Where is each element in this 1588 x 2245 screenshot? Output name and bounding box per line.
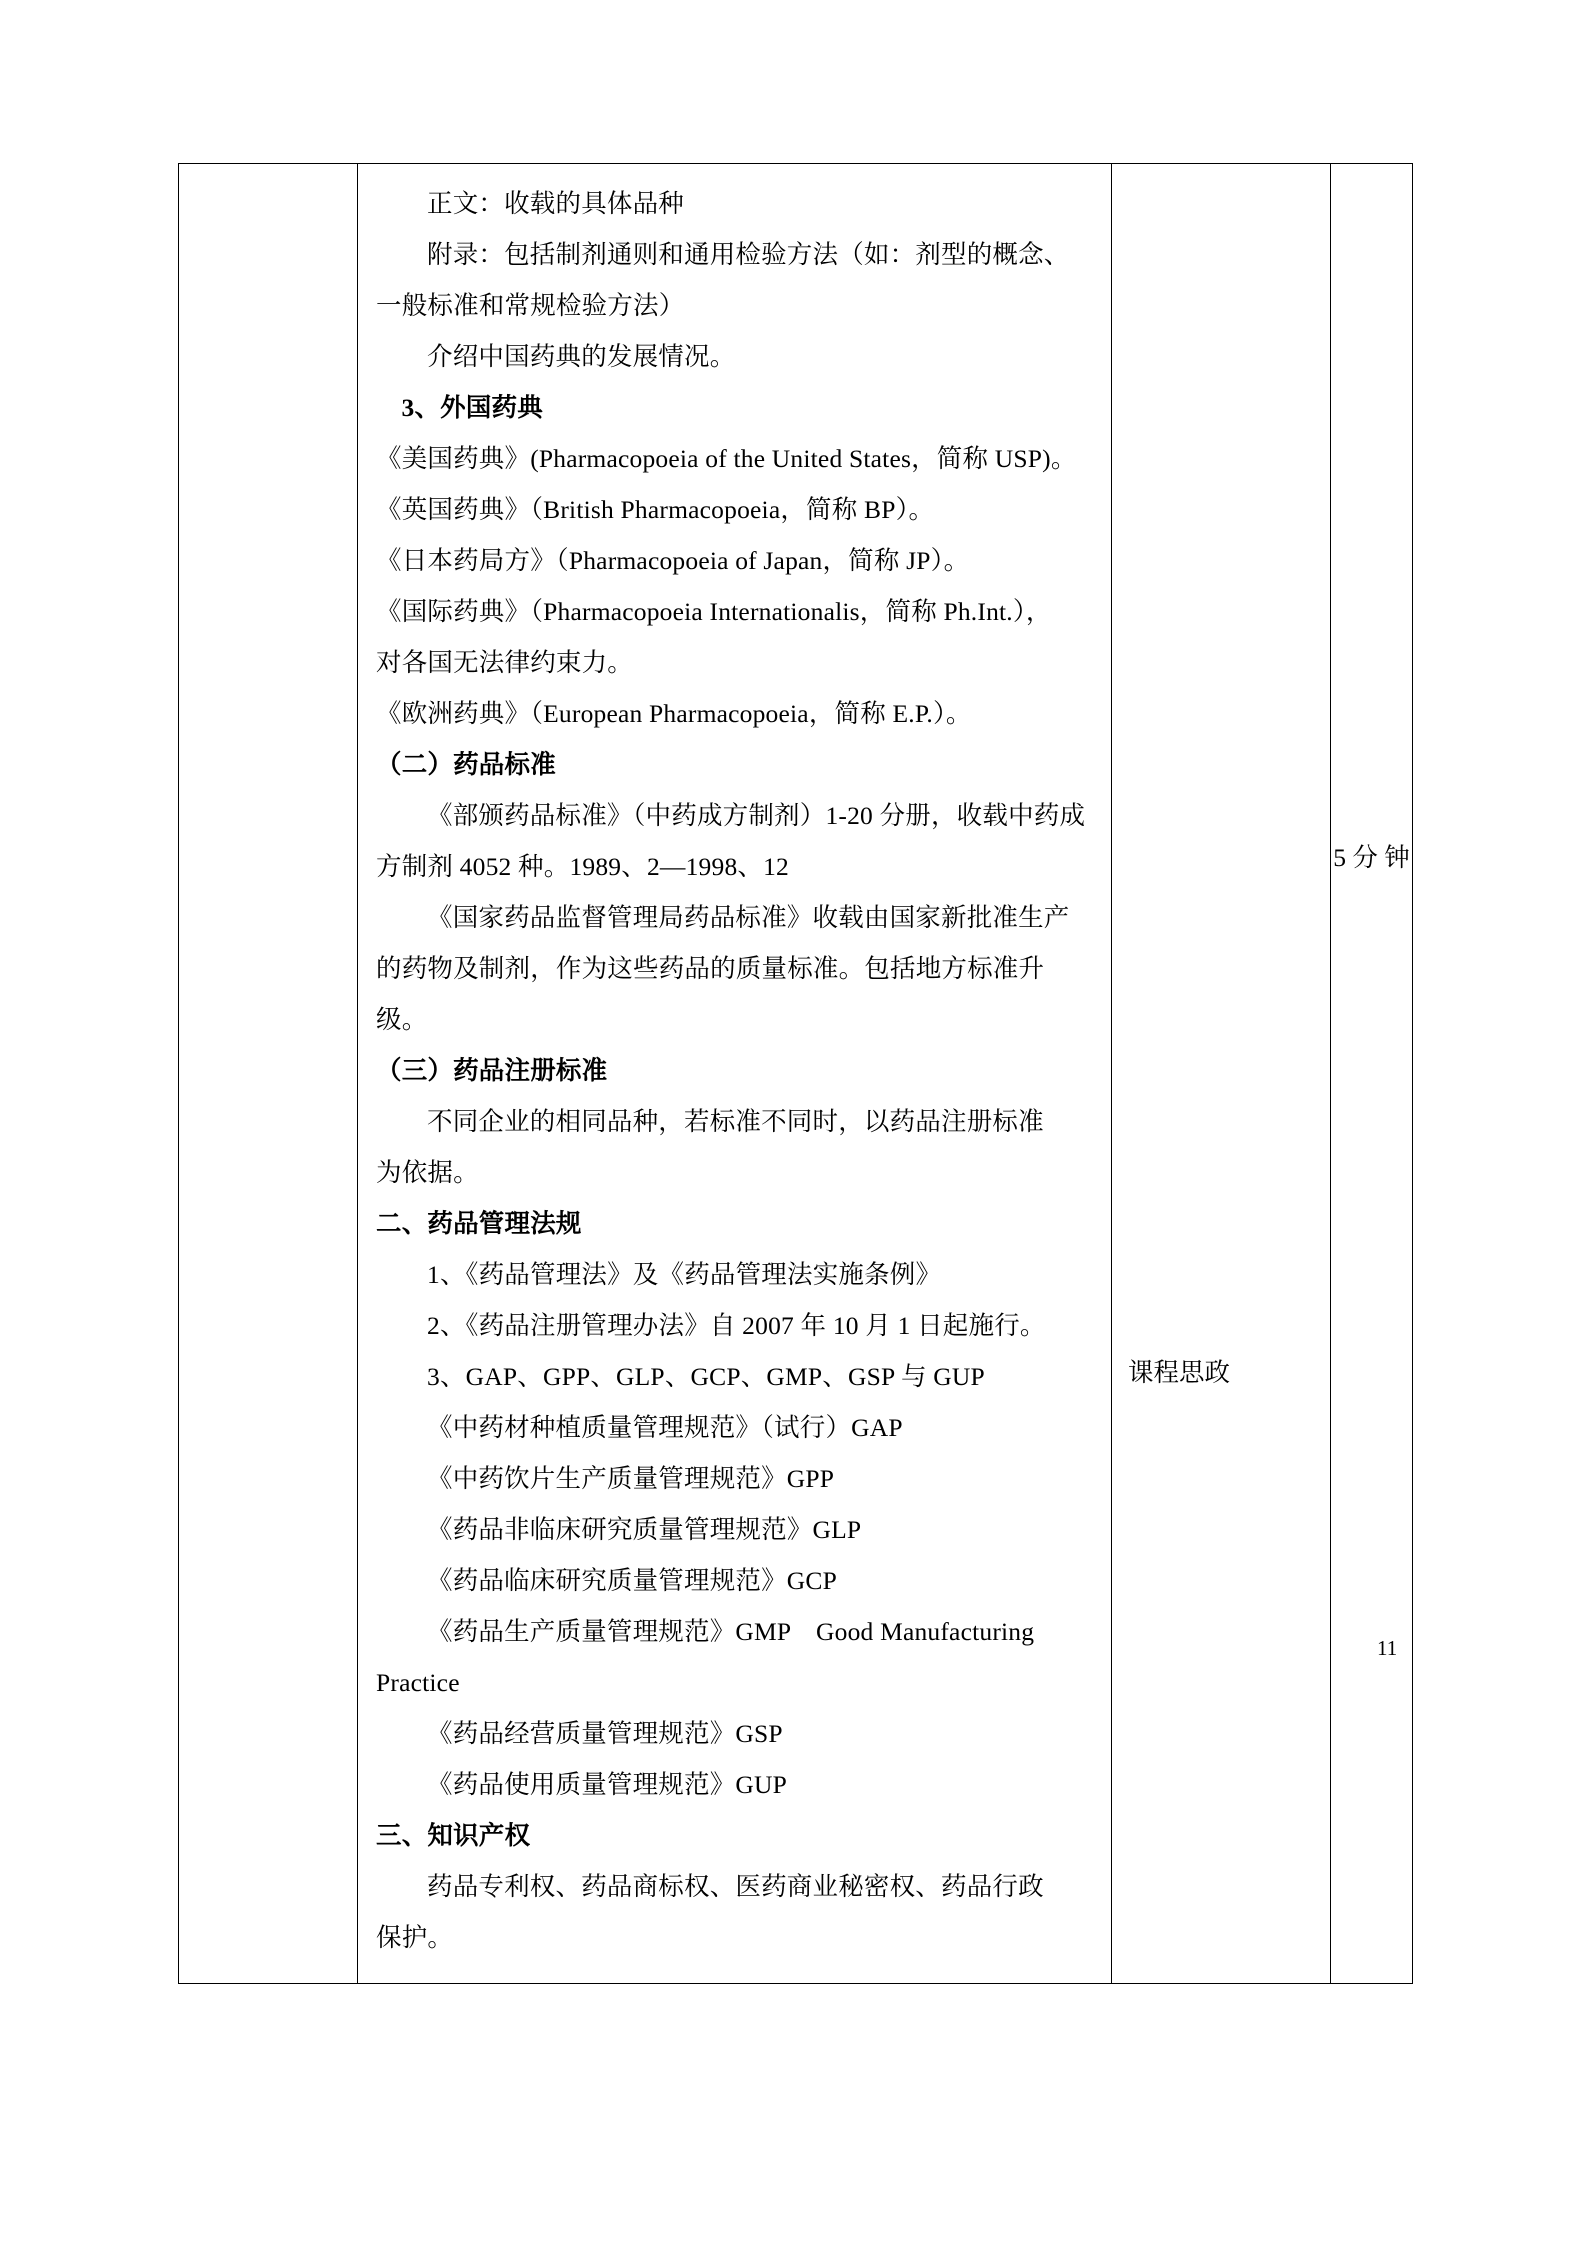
content-line: 方制剂 4052 种。1989、2—1998、12 [376, 852, 790, 881]
content-line: 《英国药典》（British Pharmacopoeia，简称 BP）。 [376, 495, 935, 524]
content-line: 《药品非临床研究质量管理规范》GLP [427, 1515, 862, 1544]
content-line: 2、《药品注册管理办法》自 2007 年 10 月 1 日起施行。 [427, 1311, 1046, 1340]
content-line: 《药品临床研究质量管理规范》GCP [427, 1566, 838, 1595]
section-heading: 二、药品管理法规 [376, 1209, 582, 1238]
left-empty-column [179, 164, 358, 1984]
content-line: 《药品经营质量管理规范》GSP [427, 1719, 783, 1748]
left-column-content [179, 164, 357, 198]
note-text: 课程思政 [1128, 1358, 1231, 1387]
content-line: 介绍中国药典的发展情况。 [427, 342, 736, 371]
content-line: 《欧洲药典》（European Pharmacopoeia，简称 E.P.）。 [376, 699, 972, 728]
lesson-plan-table [178, 163, 1413, 1984]
content-line: 正文：收载的具体品种 [427, 189, 685, 218]
content-line: 对各国无法律约束力。 [376, 648, 634, 677]
content-line: 《药品使用质量管理规范》GUP [427, 1770, 788, 1799]
content-line: 《国际药典》（Pharmacopoeia Internationalis，简称 Ph.Int.）， [376, 597, 1052, 626]
time-column [1331, 164, 1413, 1984]
time-column-content [1331, 836, 1412, 880]
content-line: 的药物及制剂，作为这些药品的质量标准。包括地方标准升 [376, 954, 1045, 983]
content-line: 《美国药典》(Pharmacopoeia of the United States，简称 USP)。 [376, 444, 1077, 473]
section-heading: 3、外国药典 [401, 393, 543, 422]
content-line: 《药品生产质量管理规范》GMP Good Manufacturing [427, 1617, 1035, 1646]
content-line: 为依据。 [376, 1158, 479, 1187]
content-line: 《中药材种植质量管理规范》（试行）GAP [427, 1413, 903, 1442]
content-line: 一般标准和常规检验方法） [376, 291, 685, 320]
content-line: 《日本药局方》（Pharmacopoeia of Japan，简称 JP）。 [376, 546, 970, 575]
content-line: 3、GAP、GPP、GLP、GCP、GMP、GSP 与 GUP [427, 1362, 985, 1391]
section-heading: （三）药品注册标准 [376, 1056, 608, 1085]
time-text: 5 分 钟 [1333, 843, 1410, 872]
content-line: 1、《药品管理法》及《药品管理法实施条例》 [427, 1260, 942, 1289]
content-line: 级。 [376, 1005, 428, 1034]
main-content-column [358, 164, 1112, 1984]
content-line: 附录：包括制剂通则和通用检验方法（如：剂型的概念、 [427, 240, 1070, 269]
content-line: 《国家药品监督管理局药品标准》收载由国家新批准生产 [427, 903, 1070, 932]
table-row [179, 164, 1413, 1984]
content-line: 《部颁药品标准》（中药成方制剂）1-20 分册，收载中药成 [427, 801, 1086, 830]
note-column-content [1112, 1351, 1330, 1395]
content-line: 《中药饮片生产质量管理规范》GPP [427, 1464, 835, 1493]
content-line: 不同企业的相同品种，若标准不同时，以药品注册标准 [427, 1107, 1044, 1136]
note-column [1112, 164, 1331, 1984]
section-heading: （二）药品标准 [376, 750, 556, 779]
section-heading: 三、知识产权 [376, 1821, 531, 1850]
content-line: 保护。 [376, 1923, 454, 1952]
content-line: Practice [376, 1668, 460, 1697]
main-content-body [358, 164, 1111, 1983]
content-line: 药品专利权、药品商标权、医药商业秘密权、药品行政 [427, 1872, 1044, 1901]
page-number: 11 [1377, 1636, 1398, 1660]
